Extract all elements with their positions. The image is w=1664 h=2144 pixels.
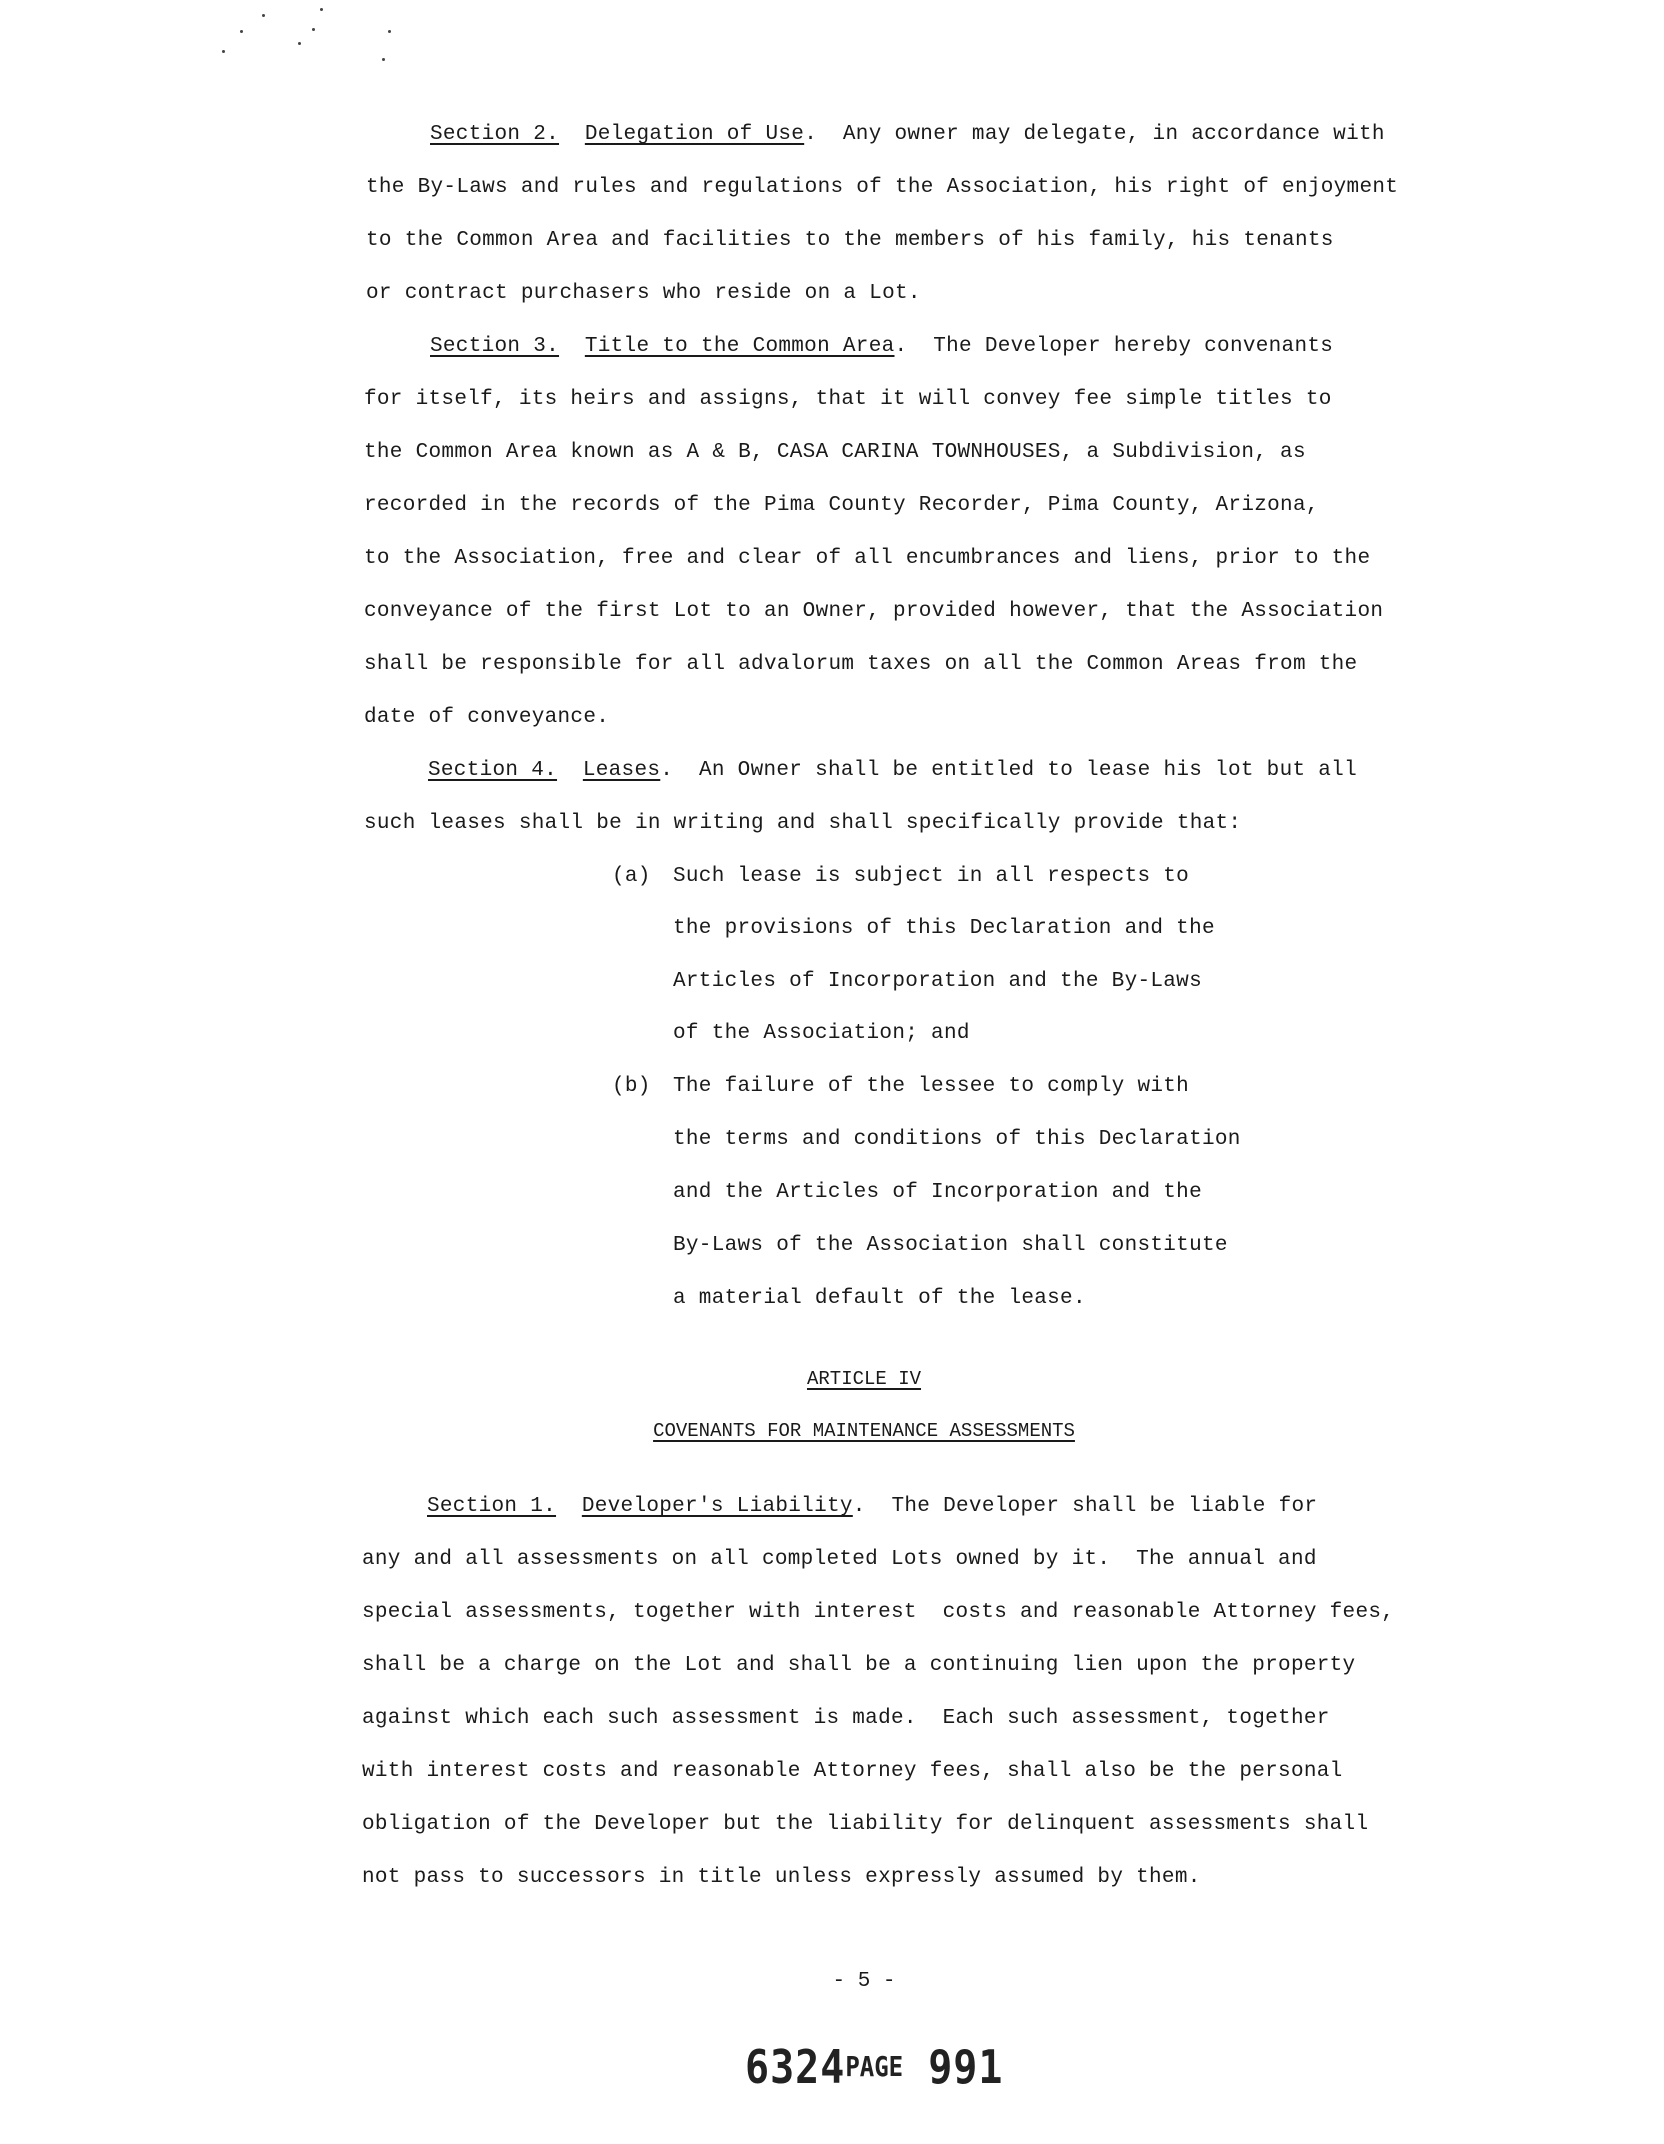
section2-heading: Section 2.	[430, 123, 560, 146]
section3-line-1	[430, 336, 1333, 357]
article-section1-text: . The Developer shall be liable for	[852, 1495, 1318, 1518]
list-item-a-line-3: Articles of Incorporation and the By-Laws	[673, 970, 1202, 993]
article-section1-line-3: special assessments, together with interest costs and reasonable Attorney fees,	[362, 1601, 1395, 1624]
section2-text: . Any owner may delegate, in accordance with	[804, 123, 1385, 146]
list-item-b-line-2: the terms and conditions of this Declaration	[673, 1128, 1241, 1151]
section3-title: Title to the Common Area	[584, 335, 895, 358]
section2-line-4: or contract purchasers who reside on a Lot.	[366, 282, 921, 305]
article-section1-heading: Section 1.	[427, 1495, 557, 1518]
recording-stamp	[745, 2042, 1003, 2095]
section3-line-7: shall be responsible for all advalorum taxes on all the Common Areas from the	[364, 653, 1358, 676]
article-section1-line-6: with interest costs and reasonable Attorney fees, shall also be the personal	[362, 1760, 1343, 1783]
section4-line-1	[428, 760, 1357, 781]
scan-speck	[388, 30, 391, 33]
article-section1-line-7: obligation of the Developer but the liability for delinquent assessments shall	[362, 1813, 1369, 1836]
scan-speck	[312, 28, 315, 31]
list-item-b-line-5: a material default of the lease.	[673, 1287, 1086, 1310]
article-section1-line-5: against which each such assessment is made. Each such assessment, together	[362, 1707, 1330, 1730]
section2-line-2: the By-Laws and rules and regulations of the Association, his right of enjoyment	[366, 176, 1399, 199]
scan-speck	[240, 30, 243, 33]
scan-speck	[262, 14, 265, 17]
section4-text: . An Owner shall be entitled to lease his lot but all	[660, 759, 1357, 782]
article-section1-line-8: not pass to successors in title unless expressly assumed by them.	[362, 1866, 1201, 1889]
scan-speck	[382, 58, 385, 61]
article-section1-title: Developer's Liability	[581, 1495, 853, 1518]
list-marker-b: (b)	[612, 1075, 651, 1098]
section4-line-2: such leases shall be in writing and shall specifically provide that:	[364, 812, 1242, 835]
section3-line-3: the Common Area known as A & B, CASA CARINA TOWNHOUSES, a Subdivision, as	[364, 441, 1306, 464]
scan-speck	[298, 42, 301, 45]
section2-line-3: to the Common Area and facilities to the members of his family, his tenants	[366, 229, 1334, 252]
list-item-a-line-4: of the Association; and	[673, 1022, 970, 1045]
list-item-b-line-1: The failure of the lessee to comply with	[673, 1075, 1190, 1098]
section3-heading: Section 3.	[430, 335, 560, 358]
scan-speck	[222, 50, 225, 53]
article-section1-line-2: any and all assessments on all completed Lots owned by it. The annual and	[362, 1548, 1317, 1571]
article-subtitle: COVENANTS FOR MAINTENANCE ASSESSMENTS	[653, 1420, 1075, 1442]
list-marker-a: (a)	[612, 865, 651, 888]
section4-title: Leases	[582, 759, 661, 782]
section3-line-6: conveyance of the first Lot to an Owner, provided however, that the Association	[364, 600, 1384, 623]
article-title: ARTICLE IV	[806, 1368, 922, 1390]
section3-line-8: date of conveyance.	[364, 706, 610, 729]
article-section1-line-4: shall be a charge on the Lot and shall be a continuing lien upon the property	[362, 1654, 1356, 1677]
section3-line-2: for itself, its heirs and assigns, that it will convey fee simple titles to	[364, 388, 1332, 411]
recording-page-label: PAGE	[845, 2050, 904, 2083]
section3-line-5: to the Association, free and clear of all encumbrances and liens, prior to the	[364, 547, 1371, 570]
section3-line-4: recorded in the records of the Pima County Recorder, Pima County, Arizona,	[364, 494, 1319, 517]
section2-line-1	[430, 124, 1385, 145]
scan-speck	[320, 8, 323, 11]
list-item-a-line-1: Such lease is subject in all respects to	[673, 865, 1190, 888]
list-item-a-line-2: the provisions of this Declaration and the	[673, 917, 1215, 940]
page-number: - 5 -	[832, 1970, 896, 1993]
section4-heading: Section 4.	[428, 759, 558, 782]
list-item-b-line-4: By-Laws of the Association shall constitute	[673, 1234, 1228, 1257]
recording-book: 6324	[745, 2041, 846, 2095]
recording-page: 991	[928, 2041, 1004, 2095]
article-section1-line-1	[427, 1496, 1317, 1517]
section3-text: . The Developer hereby convenants	[894, 335, 1334, 358]
list-item-b-line-3: and the Articles of Incorporation and the	[673, 1181, 1202, 1204]
section2-title: Delegation of Use	[584, 123, 805, 146]
